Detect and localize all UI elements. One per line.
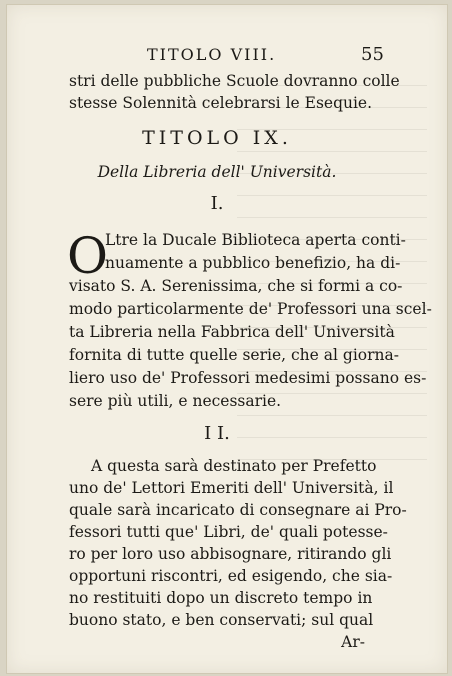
- body-line: liero uso de' Professori medesimi possano es-: [69, 369, 427, 387]
- body-line: stesse Solennità celebrarsi le Esequie.: [69, 94, 373, 112]
- section-heading: TITOLO IX.: [142, 127, 292, 149]
- body-line: stri delle pubbliche Scuole dovranno colle: [69, 72, 400, 90]
- body-line: nuamente a pubblico benefizio, ha di-: [105, 254, 401, 272]
- body-line: ro per loro uso abbisognare, ritirando gli: [69, 545, 392, 563]
- body-line: modo particolarmente de' Professori una scel-: [69, 300, 432, 318]
- body-line: Ltre la Ducale Biblioteca aperta conti-: [105, 231, 406, 249]
- body-line: A questa sarà destinato per Prefetto: [91, 457, 377, 475]
- body-line: ta Libreria nella Fabbrica dell' Università: [69, 323, 395, 341]
- book-page: [6, 4, 448, 674]
- body-line: sere più utili, e necessarie.: [69, 392, 282, 410]
- body-line: visato S. A. Serenissima, che si formi a co-: [69, 277, 403, 295]
- body-line: buono stato, e ben conservati; sul qual: [69, 611, 374, 629]
- catchword: Ar-: [341, 633, 365, 651]
- body-line: quale sarà incaricato di consegnare ai Pro-: [69, 501, 407, 519]
- body-line: no restituiti dopo un discreto tempo in: [69, 589, 373, 607]
- body-line: fessori tutti que' Libri, de' quali potesse-: [69, 523, 388, 541]
- drop-cap: O: [67, 227, 108, 285]
- section-subtitle: Della Libreria dell' Università.: [97, 163, 337, 181]
- article-number: I.: [210, 193, 224, 214]
- body-line: opportuni riscontri, ed esigendo, che sia-: [69, 567, 393, 585]
- running-head: TITOLO VIII.: [147, 45, 277, 64]
- page-number: 55: [361, 44, 384, 65]
- article-number: I I.: [204, 423, 230, 444]
- body-line: uno de' Lettori Emeriti dell' Università, il: [69, 479, 394, 497]
- body-line: fornita di tutte quelle serie, che al giorna-: [69, 346, 399, 364]
